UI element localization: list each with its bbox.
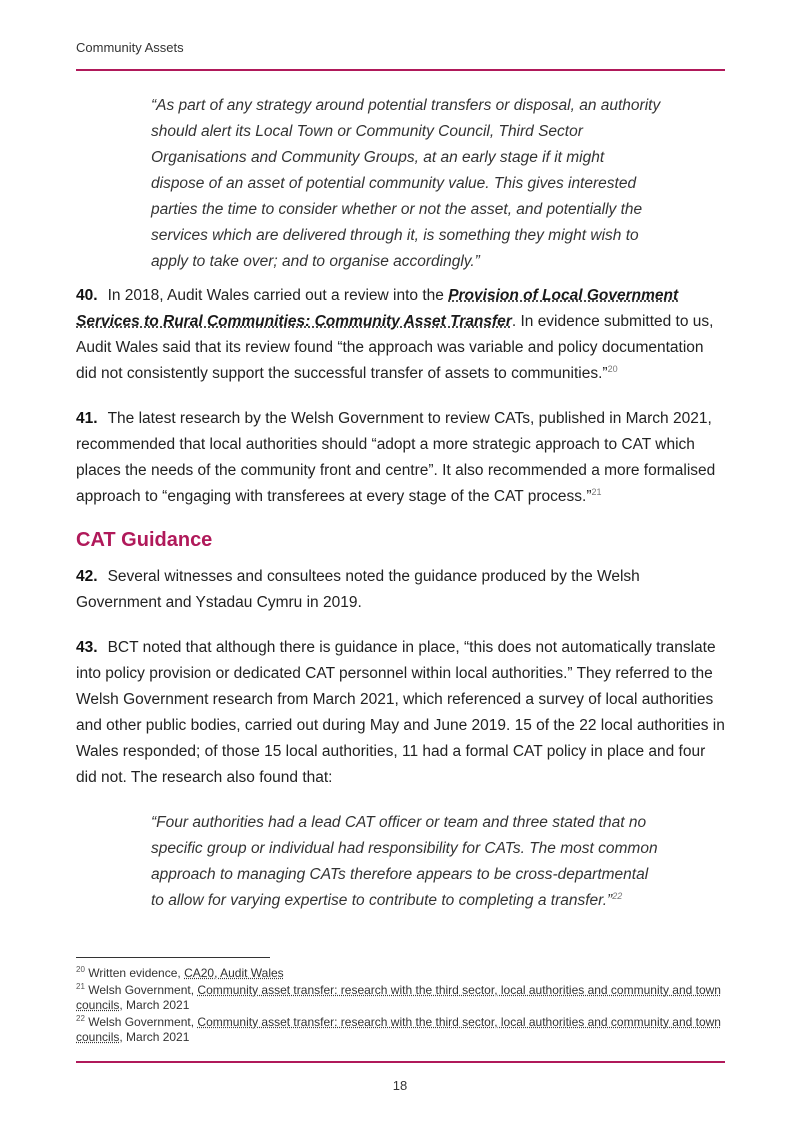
paragraph-number: 41. bbox=[76, 410, 98, 427]
quote-text: “Four authorities had a lead CAT officer or team and three stated that no specific group or individual had responsibility for CATs. The most common approach to managing CATs therefore appears to be cross-departmental to allow for varying expertise to contribute to completing a transfer.” bbox=[151, 814, 658, 909]
footnote-link[interactable]: CA20, Audit Wales bbox=[184, 966, 284, 980]
footnote bbox=[76, 983, 725, 1013]
page-number: 18 bbox=[392, 1078, 408, 1093]
paragraph-text: In 2018, Audit Wales carried out a review into the bbox=[107, 287, 449, 304]
paragraph-number: 42. bbox=[76, 568, 98, 585]
header-divider bbox=[76, 69, 725, 71]
footnote-number: 21 bbox=[76, 982, 85, 991]
footnote-number: 20 bbox=[76, 965, 85, 974]
paragraph-text: . In evidence submitted to us, Audit Wales said that its review found “the approach was variable and policy documentation did not consistently support the successful transfer of assets to communities.” bbox=[76, 313, 714, 382]
report-link[interactable]: Provision of Local Government Services to Rural Communities: Community Asset Transfer bbox=[76, 287, 679, 330]
footnotes bbox=[76, 966, 725, 1047]
block-quote bbox=[151, 810, 661, 914]
document-body bbox=[76, 93, 725, 914]
paragraph-43 bbox=[76, 635, 725, 791]
footnote-ref[interactable]: 22 bbox=[612, 890, 623, 901]
footnote-text: Welsh Government, bbox=[88, 1015, 198, 1029]
footnote-divider bbox=[76, 957, 270, 958]
footnote-link[interactable]: Community asset transfer: research with the third sector, local authorities and community and town councils bbox=[76, 1015, 721, 1044]
paragraph-number: 40. bbox=[76, 287, 98, 304]
footnote bbox=[76, 1015, 725, 1045]
section-heading: CAT Guidance bbox=[76, 529, 213, 551]
footnote-number: 22 bbox=[76, 1014, 85, 1023]
paragraph-text: The latest research by the Welsh Government to review CATs, published in March 2021, recommended that local authorities should “adopt a more strategic approach to CAT which places the needs of the community front and centre”. It also recommended a more formalised approach to “engaging with transferees at every stage of the CAT process.” bbox=[76, 410, 716, 505]
footnote-text: , March 2021 bbox=[119, 1030, 190, 1044]
footnote bbox=[76, 966, 725, 981]
block-quote: “As part of any strategy around potential transfers or disposal, an authority should alert its Local Town or Community Council, Third Sector Organisations and Community Groups, at an early stage if it might dispose of an asset of potential community value. This gives interested parties the time to consider whether or not the asset, and potentially the services which are delivered through it, is something they might wish to apply to take over; and to organise accordingly.” bbox=[151, 97, 661, 270]
paragraph-40 bbox=[76, 283, 725, 387]
paragraph-text: Several witnesses and consultees noted the guidance produced by the Welsh Government and Ystadau Cymru in 2019. bbox=[76, 568, 640, 611]
paragraph-number: 43. bbox=[76, 639, 98, 656]
footnote-text: Written evidence, bbox=[88, 966, 185, 980]
footnote-text: , March 2021 bbox=[119, 998, 190, 1012]
footer-divider bbox=[76, 1061, 725, 1063]
footnote-ref[interactable]: 21 bbox=[591, 486, 602, 497]
footnote-text: Welsh Government, bbox=[88, 983, 198, 997]
paragraph-text: BCT noted that although there is guidance in place, “this does not automatically translate into policy provision or dedicated CAT personnel within local authorities.” They referred to the Welsh Government research from March 2021, which referenced a survey of local authorities and other public bodies, carried out during May and June 2019. 15 of the 22 local authorities in Wales responded; of those 15 local authorities, 11 had a formal CAT policy in place and four did not. The research also found that: bbox=[76, 639, 725, 786]
paragraph-42 bbox=[76, 564, 725, 616]
footnote-ref[interactable]: 20 bbox=[607, 363, 618, 374]
running-header: Community Assets bbox=[76, 40, 184, 55]
footnote-link[interactable]: Community asset transfer: research with the third sector, local authorities and community and town councils bbox=[76, 983, 721, 1012]
paragraph-41 bbox=[76, 406, 725, 510]
